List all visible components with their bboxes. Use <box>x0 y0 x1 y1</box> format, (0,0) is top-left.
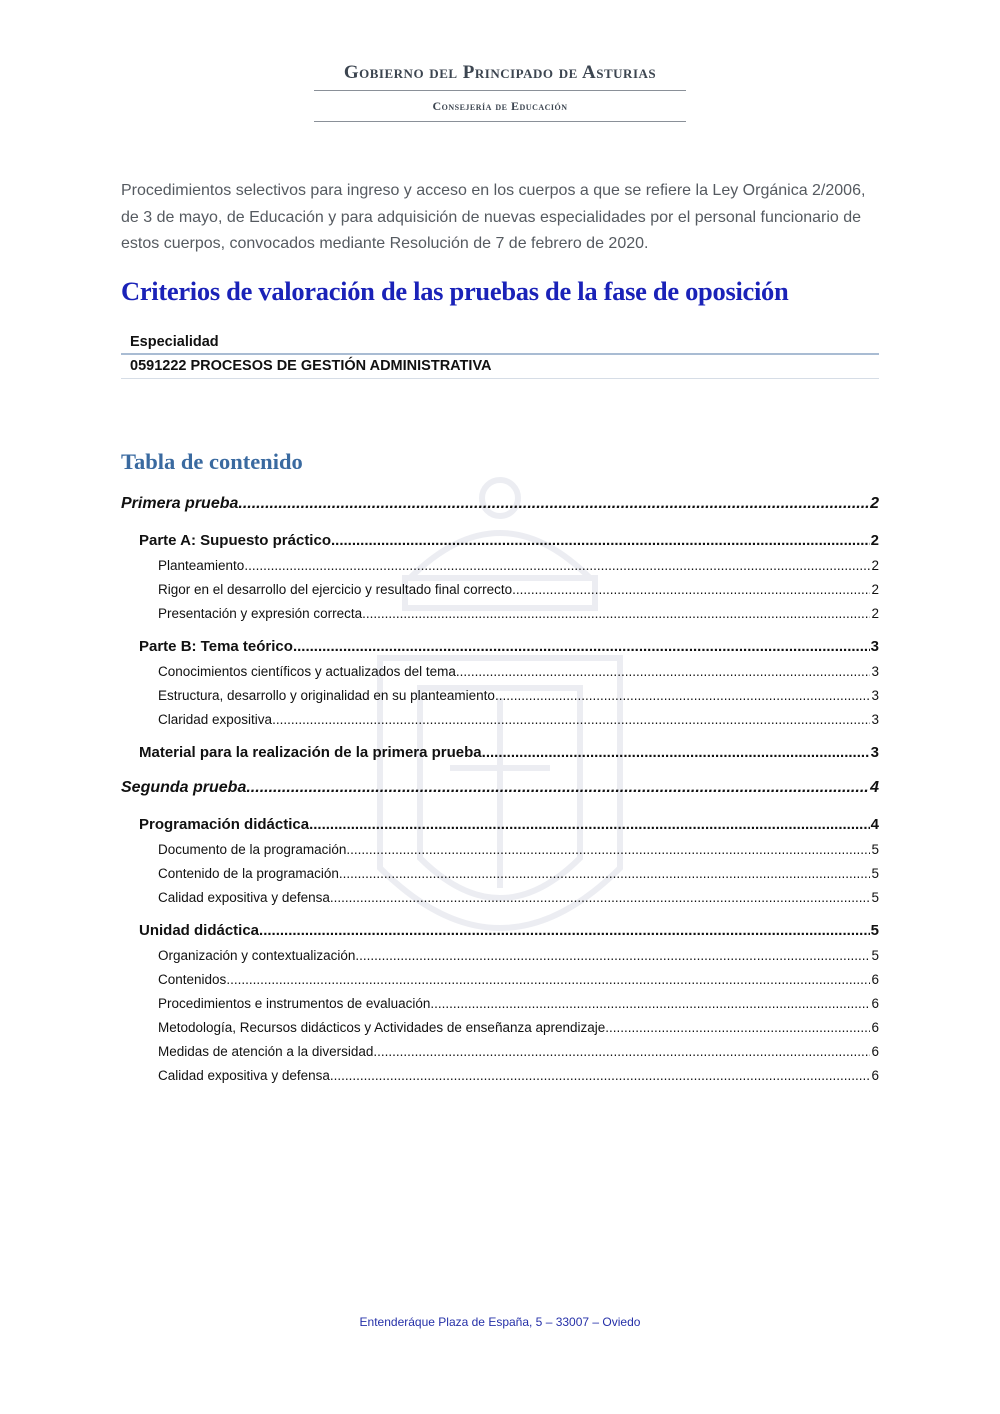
toc-leader <box>605 1016 870 1040</box>
page-footer: Entenderáque Plaza de España, 5 – 33007 – Oviedo <box>359 1315 641 1329</box>
toc-page-number: 4 <box>870 816 879 833</box>
toc-page-number: 2 <box>870 532 879 549</box>
specialty-label: Especialidad <box>130 334 219 350</box>
toc-entry-contenidos[interactable] <box>121 968 879 992</box>
toc-entry-text: Calidad expositiva y defensa <box>158 890 330 905</box>
toc-entry-text: Programación didáctica <box>139 816 310 833</box>
toc-page-number: 5 <box>871 890 879 905</box>
toc-entry-medidas[interactable] <box>121 1040 879 1064</box>
toc-leader <box>330 1064 871 1088</box>
department-name: Consejería de Educación <box>432 99 568 113</box>
toc-page-number: 2 <box>871 606 879 621</box>
toc-entry-unidad[interactable] <box>121 918 879 944</box>
toc-page-number: 5 <box>870 922 879 939</box>
toc-leader <box>293 634 870 660</box>
toc-entry-text: Presentación y expresión correcta <box>158 606 363 621</box>
toc-entry-planteamiento[interactable] <box>121 554 879 578</box>
toc-entry-programacion[interactable] <box>121 812 879 838</box>
toc-page-number: 3 <box>871 664 879 679</box>
toc-entry-presentacion[interactable] <box>121 602 879 626</box>
toc-entry-text: Claridad expositiva <box>158 712 273 727</box>
toc-leader <box>512 578 870 602</box>
toc-leader <box>330 886 871 910</box>
toc-leader <box>346 838 870 862</box>
table-of-contents <box>121 490 879 1088</box>
intro-paragraph: Procedimientos selectivos para ingreso y acceso en los cuerpos a que se refiere la Ley Orgánica 2/2006, de 3 de mayo, de Educación y para adquisición de nuevas especialidades por el personal funcionario de estos cuerpos, convocados mediante Resolución de 7 de febrero de 2020. <box>121 182 866 252</box>
toc-entry-text: Parte A: Supuesto práctico <box>139 532 331 549</box>
toc-page-number: 3 <box>870 744 879 761</box>
toc-entry-documento[interactable] <box>121 838 879 862</box>
toc-entry-calidad-1[interactable] <box>121 886 879 910</box>
toc-leader <box>339 862 871 886</box>
toc-leader <box>259 918 870 944</box>
toc-leader <box>355 944 870 968</box>
document-title: Criterios de valoración de las pruebas de la fase de oposición <box>121 276 789 306</box>
toc-page-number: 2 <box>871 582 879 597</box>
toc-page-number: 3 <box>871 712 879 727</box>
toc-page-number: 3 <box>871 688 879 703</box>
header-rule <box>314 90 686 91</box>
toc-page-number: 2 <box>870 495 879 512</box>
toc-entry-text: Medidas de atención a la diversidad <box>158 1044 374 1059</box>
toc-entry-primera-prueba[interactable] <box>121 490 879 518</box>
toc-title: Tabla de contenido <box>121 449 303 474</box>
toc-leader <box>482 740 870 766</box>
toc-entry-segunda-prueba[interactable] <box>121 774 879 802</box>
toc-entry-procedimientos[interactable] <box>121 992 879 1016</box>
toc-leader <box>331 528 870 554</box>
toc-entry-estructura[interactable] <box>121 684 879 708</box>
toc-page-number: 6 <box>871 996 879 1011</box>
toc-entry-text: Conocimientos científicos y actualizados del tema <box>158 664 456 679</box>
toc-page-number: 6 <box>871 1020 879 1035</box>
toc-leader <box>362 602 870 626</box>
header-rule-bottom <box>314 121 686 122</box>
toc-page-number: 6 <box>871 1068 879 1083</box>
toc-entry-claridad[interactable] <box>121 708 879 732</box>
toc-leader <box>226 968 870 992</box>
toc-leader <box>495 684 871 708</box>
toc-leader <box>430 992 870 1016</box>
toc-leader <box>309 812 870 838</box>
toc-entry-text: Parte B: Tema teórico <box>139 638 293 655</box>
toc-entry-text: Calidad expositiva y defensa <box>158 1068 330 1083</box>
toc-entry-rigor[interactable] <box>121 578 879 602</box>
toc-leader <box>456 660 871 684</box>
toc-entry-text: Material para la realización de la primera prueba <box>139 744 482 761</box>
toc-entry-text: Metodología, Recursos didácticos y Actividades de enseñanza aprendizaje <box>158 1020 606 1035</box>
toc-entry-text: Unidad didáctica <box>139 922 260 939</box>
toc-entry-text: Primera prueba <box>121 495 239 512</box>
toc-leader <box>373 1040 870 1064</box>
government-header <box>314 60 686 122</box>
toc-entry-text: Estructura, desarrollo y originalidad en su planteamiento <box>158 688 495 703</box>
toc-page-number: 5 <box>871 866 879 881</box>
toc-page-number: 2 <box>871 558 879 573</box>
toc-entry-text: Organización y contextualización <box>158 948 356 963</box>
toc-entry-calidad-2[interactable] <box>121 1064 879 1088</box>
toc-leader <box>238 490 869 518</box>
toc-page-number: 3 <box>870 638 879 655</box>
toc-leader <box>244 554 870 578</box>
toc-page-number: 4 <box>870 779 879 796</box>
toc-leader <box>246 774 869 802</box>
toc-entry-text: Planteamiento <box>158 558 245 573</box>
toc-leader <box>272 708 870 732</box>
toc-entry-text: Rigor en el desarrollo del ejercicio y resultado final correcto <box>158 582 513 597</box>
toc-page-number: 6 <box>871 972 879 987</box>
toc-entry-contenido[interactable] <box>121 862 879 886</box>
toc-entry-text: Documento de la programación <box>158 842 347 857</box>
toc-entry-parte-b[interactable] <box>121 634 879 660</box>
toc-entry-metodologia[interactable] <box>121 1016 879 1040</box>
specialty-bottom-rule <box>121 378 879 379</box>
government-name: Gobierno del Principado de Asturias <box>343 62 657 83</box>
toc-page-number: 5 <box>871 842 879 857</box>
toc-page-number: 5 <box>871 948 879 963</box>
toc-entry-conocimientos[interactable] <box>121 660 879 684</box>
toc-entry-text: Procedimientos e instrumentos de evaluación <box>158 996 431 1011</box>
specialty-table <box>121 331 879 379</box>
toc-entry-parte-a[interactable] <box>121 528 879 554</box>
specialty-value: 0591222 PROCESOS DE GESTIÓN ADMINISTRATIVA <box>130 358 492 374</box>
toc-entry-text: Contenidos <box>158 972 227 987</box>
toc-entry-text: Contenido de la programación <box>158 866 339 881</box>
toc-entry-material[interactable] <box>121 740 879 766</box>
toc-entry-organizacion[interactable] <box>121 944 879 968</box>
toc-entry-text: Segunda prueba <box>121 779 247 796</box>
toc-page-number: 6 <box>871 1044 879 1059</box>
